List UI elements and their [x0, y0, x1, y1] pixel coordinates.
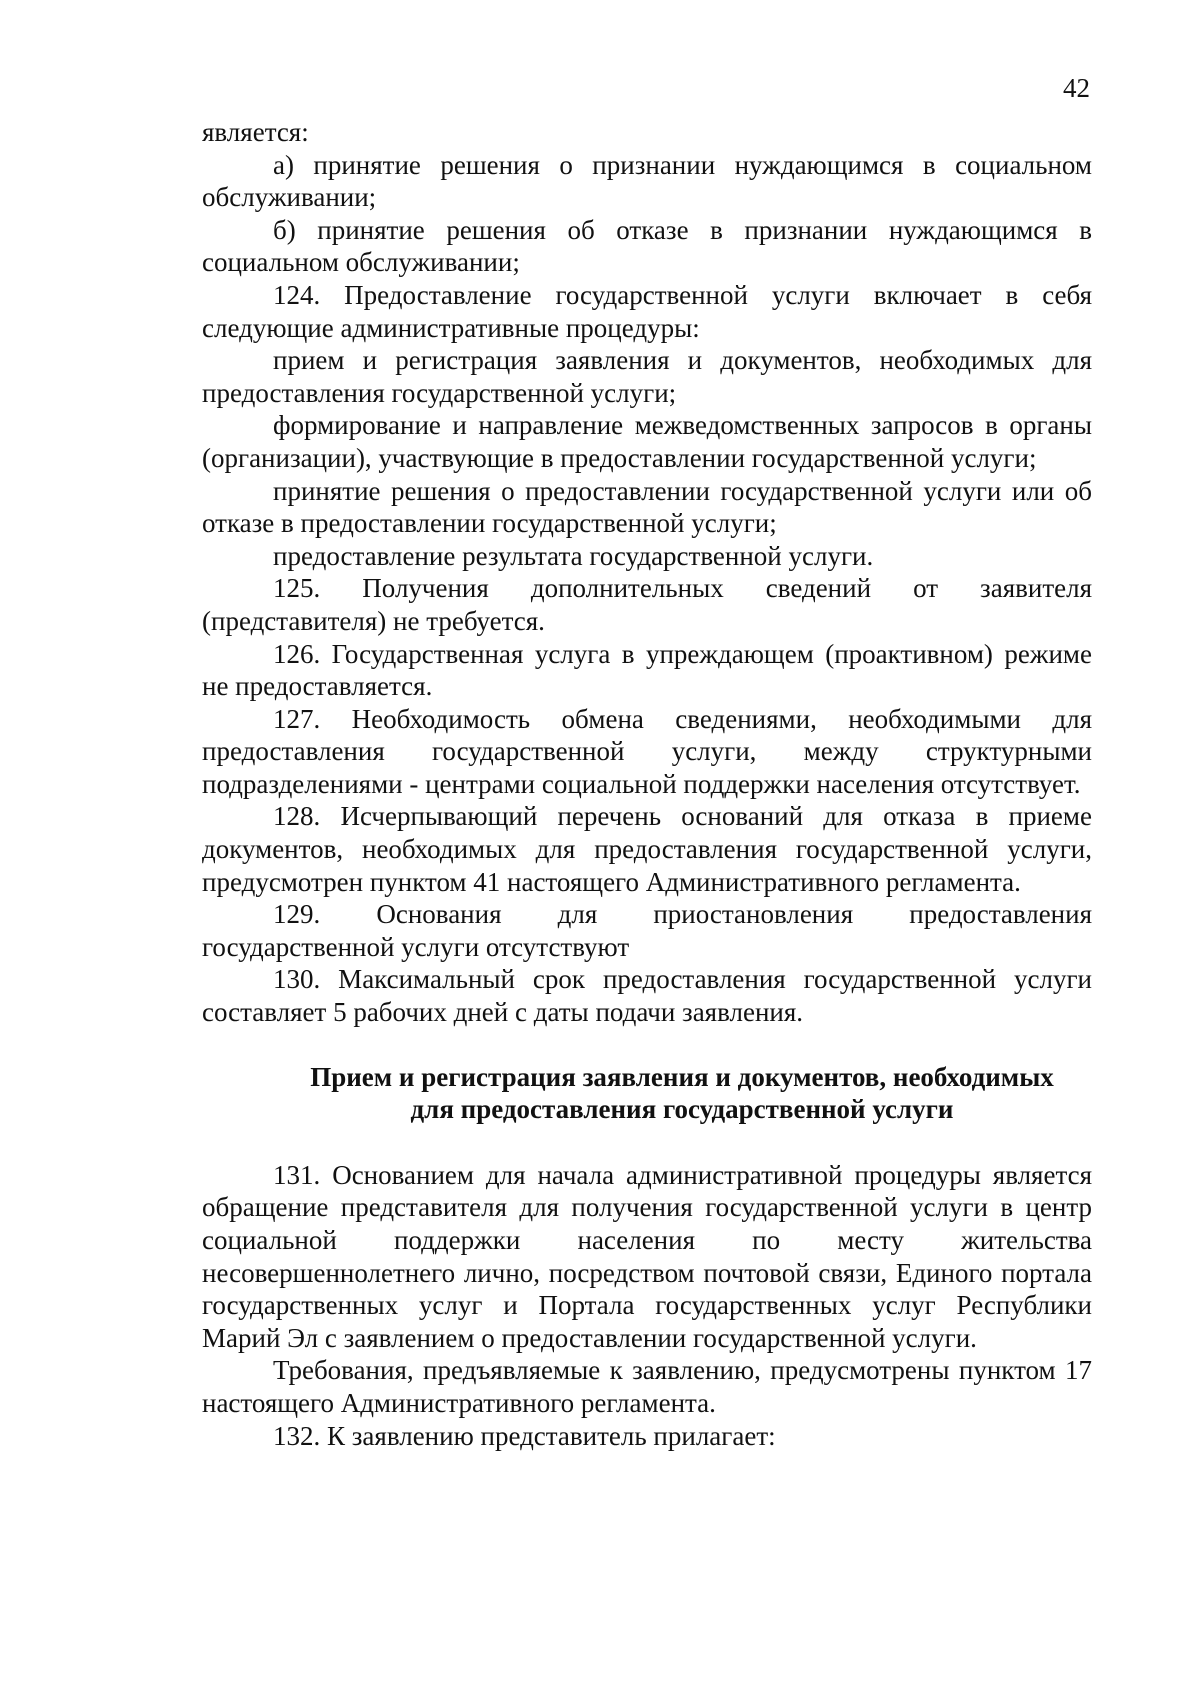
paragraph: прием и регистрация заявления и документов, необходимых для предоставления государственной услуги;: [202, 345, 1092, 408]
paragraph: 127. Необходимость обмена сведениями, необходимыми для предоставления государственной услуги, между структурными подразделениями - центрами социальной поддержки населения отсутствует.: [202, 703, 1092, 799]
paragraph: 125. Получения дополнительных сведений от заявителя (представителя) не требуется.: [202, 573, 1092, 636]
paragraph: 132. К заявлению представитель прилагает:: [273, 1420, 776, 1451]
paragraph: принятие решения о предоставлении государственной услуги или об отказе в предоставлении государственной услуги;: [202, 475, 1092, 539]
paragraph: 124. Предоставление государственной услуги включает в себя следующие административные процедуры:: [202, 279, 1092, 343]
paragraph: формирование и направление межведомственных запросов в органы (организации), участвующие в предоставлении государственной услуги;: [202, 410, 1092, 473]
paragraph: 128. Исчерпывающий перечень оснований для отказа в приеме документов, необходимых для предоставления государственной услуги, предусмотрен пунктом 41 настоящего Административного регламента.: [202, 801, 1092, 897]
section-heading-line-1: Прием и регистрация заявления и документов, необходимых: [310, 1061, 1054, 1092]
paragraph: а) принятие решения о признании нуждающимся в социальном обслуживании;: [202, 149, 1092, 213]
section-heading: [202, 1061, 1092, 1126]
page-number: 42: [1063, 73, 1090, 103]
paragraph: б) принятие решения об отказе в признании нуждающимся в социальном обслуживании;: [202, 214, 1092, 278]
document-body: [202, 116, 1092, 1452]
paragraph: 129. Основания для приостановления предоставления государственной услуги отсутствуют: [202, 899, 1092, 962]
section-heading-line-2: для предоставления государственной услуги: [410, 1094, 954, 1125]
paragraph-group-bottom: [202, 1159, 1092, 1452]
paragraph: 126. Государственная услуга в упреждающем (проактивном) режиме не предоставляется.: [202, 638, 1092, 702]
paragraph-group-top: [202, 116, 1092, 1029]
spacer: [202, 1126, 1092, 1159]
spacer: [202, 1029, 1092, 1061]
paragraph: является:: [202, 117, 309, 147]
paragraph: Требования, предъявляемые к заявлению, предусмотрены пунктом 17 настоящего Административного регламента.: [202, 1355, 1092, 1418]
paragraph: предоставление результата государственной услуги.: [273, 540, 874, 571]
paragraph: 131. Основанием для начала административной процедуры является обращение представителя для получения государственной услуги в центр социальной поддержки населения по месту жительства несовершеннолетнего лично, посредством почтовой связи, Единого портала государственных услуг и Портала государственных услуг Республики Марий Эл с заявлением о предоставлении государственной услуги.: [202, 1159, 1092, 1353]
paragraph: 130. Максимальный срок предоставления государственной услуги составляет 5 рабочих дней с даты подачи заявления.: [202, 964, 1092, 1028]
